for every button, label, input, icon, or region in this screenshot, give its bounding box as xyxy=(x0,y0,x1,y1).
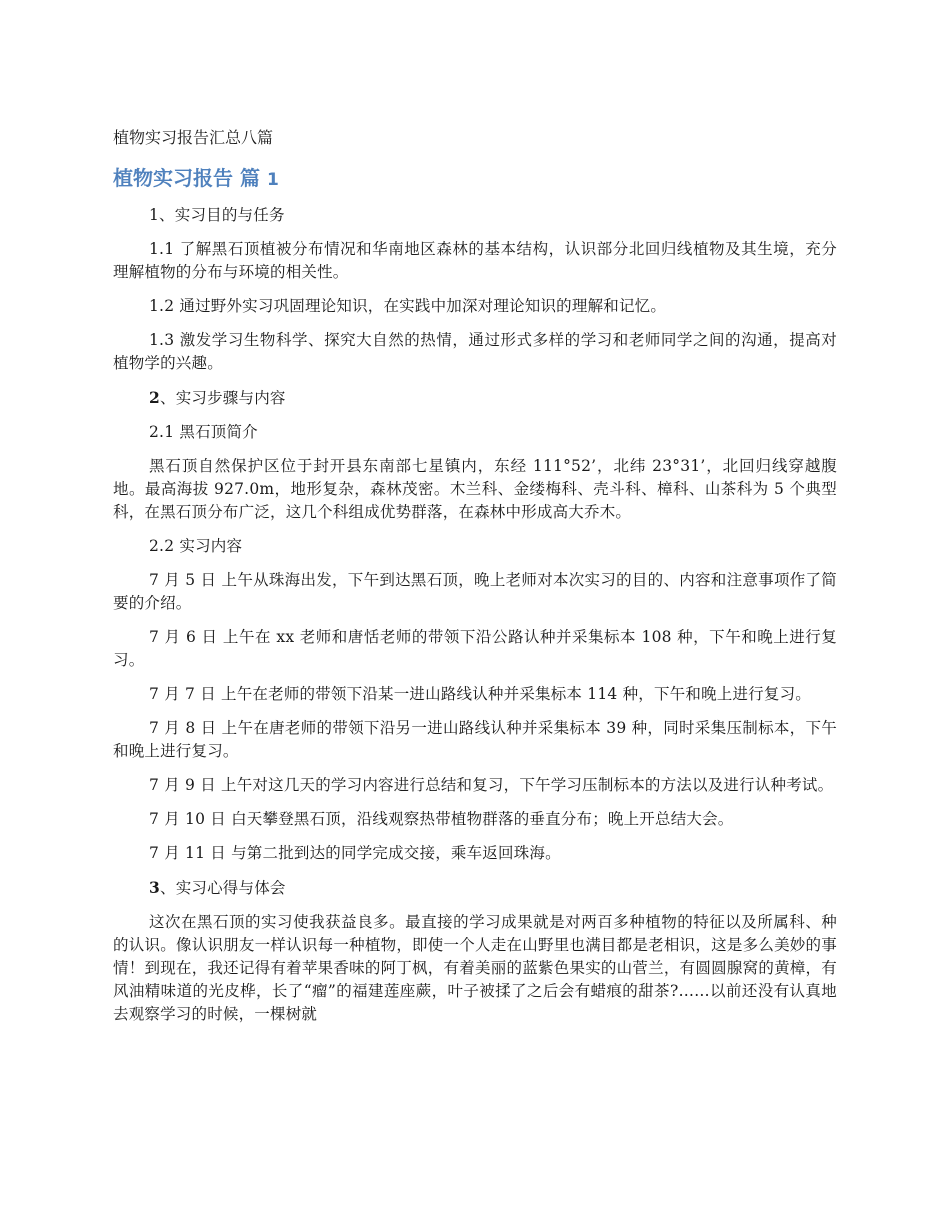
paragraph-purpose-1-1: 1.1 了解黑石顶植被分布情况和华南地区森林的基本结构，认识部分北回归线植物及其生境，充分理解植物的分布与环境的相关性。 xyxy=(113,240,837,281)
paragraph-content-heading: 2.2 实习内容 xyxy=(149,537,243,555)
paragraph-steps-heading xyxy=(113,386,837,410)
paragraph-experience-body: 这次在黑石顶的实习使我获益良多。最直接的学习成果就是对两百多种植物的特征以及所属科、种的认识。像认识朋友一样认识每一种植物，即使一个人走在山野里也满目都是老相识，这是多么美妙的事情！到现在，我还记得有着苹果香味的阿丁枫，有着美丽的蓝紫色果实的山菅兰，有圆圆腺窝的黄樟，有风油精味道的光皮桦，长了“瘤”的福建莲座蕨，叶子被揉了之后会有蜡痕的甜茶?……以前还没有认真地去观察学习的时候，一棵树就 xyxy=(113,913,837,1023)
paragraph-day-7: 7 月 7 日 上午在老师的带领下沿某一进山路线认种并采集标本 114 种，下午和晚上进行复习。 xyxy=(149,685,811,703)
steps-heading-number: 2 xyxy=(149,388,160,407)
paragraph-day-6: 7 月 6 日 上午在 xx 老师和唐恬老师的带领下沿公路认种并采集标本 108 种，下午和晚上进行复习。 xyxy=(113,628,837,669)
section-heading xyxy=(113,164,837,194)
steps-heading-text: 、实习步骤与内容 xyxy=(160,389,286,407)
paragraph-purpose-1-2: 1.2 通过野外实习巩固理论知识，在实践中加深对理论知识的理解和记忆。 xyxy=(149,297,667,315)
paragraph-day-8: 7 月 8 日 上午在唐老师的带领下沿另一进山路线认种并采集标本 39 种，同时采集压制标本，下午和晚上进行复习。 xyxy=(113,719,837,760)
experience-heading-number: 3 xyxy=(149,878,160,897)
section-heading-text: 植物实习报告 篇 xyxy=(113,166,260,190)
paragraph-day-5: 7 月 5 日 上午从珠海出发，下午到达黑石顶，晚上老师对本次实习的目的、内容和注意事项作了简要的介绍。 xyxy=(113,571,837,612)
paragraph-intro-body: 黑石顶自然保护区位于封开县东南部七星镇内，东经 111°52’，北纬 23°31’，北回归线穿越腹地。最高海拔 927.0m，地形复杂，森林茂密。木兰科、金缕梅科、壳斗科、樟科、山茶科为 5 个典型科，在黑石顶分布广泛，这几个科组成优势群落，在森林中形成高大乔木。 xyxy=(113,457,837,521)
section-number: 1 xyxy=(266,170,279,190)
paragraph-day-11: 7 月 11 日 与第二批到达的同学完成交接，乘车返回珠海。 xyxy=(149,844,561,862)
experience-heading-text: 、实习心得与体会 xyxy=(160,879,286,897)
paragraph-purpose-heading: 1、实习目的与任务 xyxy=(149,206,285,224)
document-page xyxy=(113,126,837,1037)
paragraph-day-10: 7 月 10 日 白天攀登黑石顶，沿线观察热带植物群落的垂直分布；晚上开总结大会。 xyxy=(149,810,734,828)
paragraph-day-9: 7 月 9 日 上午对这几天的学习内容进行总结和复习，下午学习压制标本的方法以及进行认种考试。 xyxy=(149,776,834,794)
document-title: 植物实习报告汇总八篇 xyxy=(113,128,274,147)
paragraph-experience-heading xyxy=(113,876,837,900)
paragraph-intro-heading: 2.1 黑石顶简介 xyxy=(149,423,258,441)
paragraph-purpose-1-3: 1.3 激发学习生物科学、探究大自然的热情，通过形式多样的学习和老师同学之间的沟通，提高对植物学的兴趣。 xyxy=(113,331,837,372)
